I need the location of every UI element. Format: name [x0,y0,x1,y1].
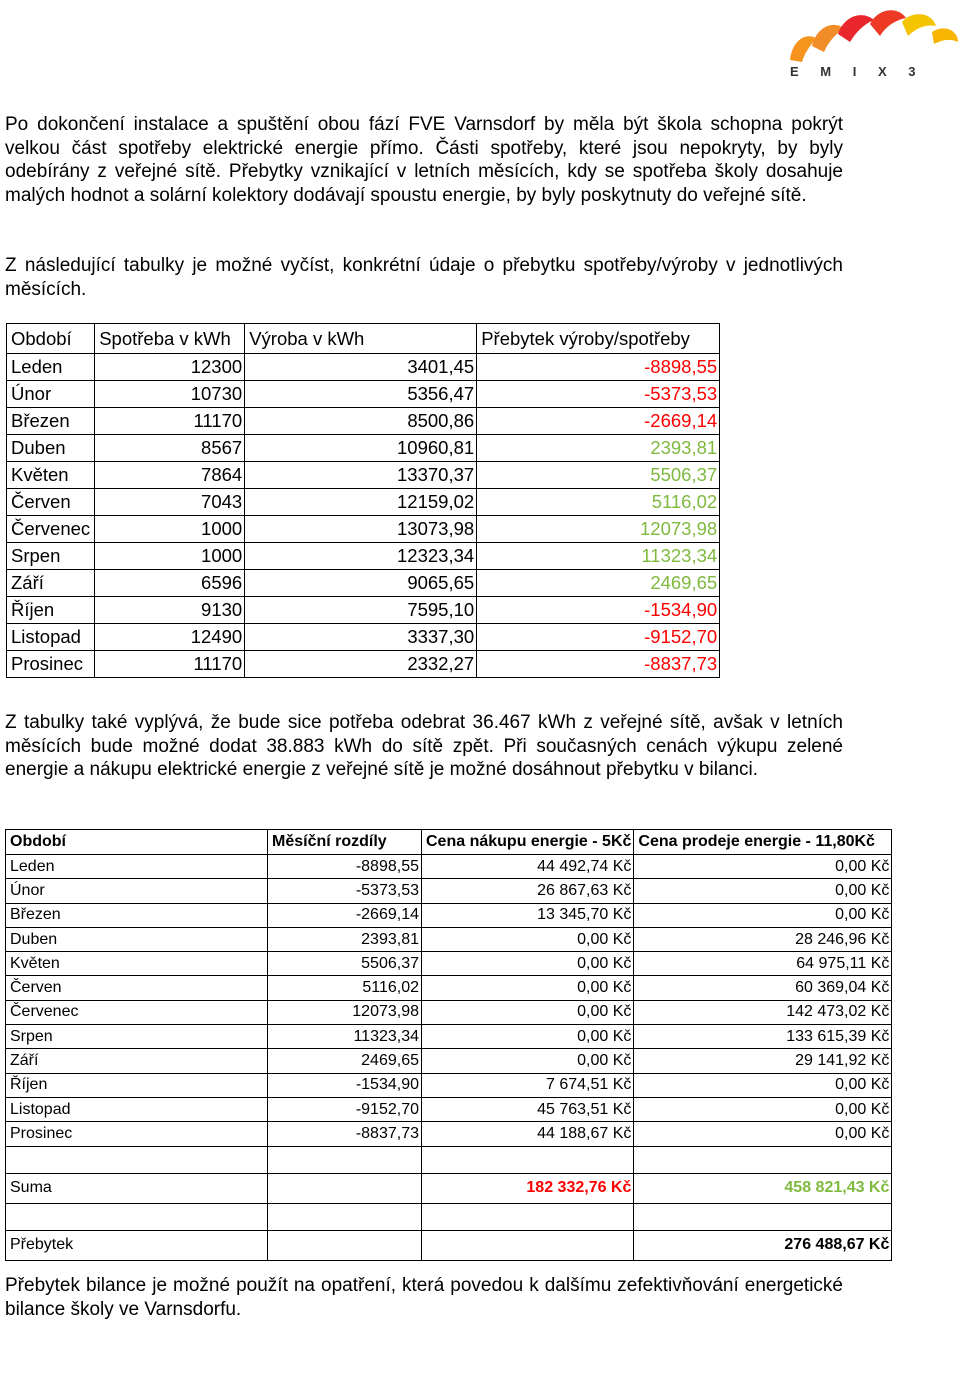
table-row [6,1049,892,1073]
month-cell: Leden [7,354,95,381]
monthly-diff-cell: 2469,65 [268,1049,422,1073]
col-header-production: Výroba v kWh [245,324,477,354]
table-row [6,1000,892,1024]
buy-cost-cell: 0,00 Kč [422,927,634,951]
table-row [6,1122,892,1146]
month-cell: Září [7,570,95,597]
month-cell: Prosinec [6,1122,268,1146]
production-cell: 13073,98 [245,516,477,543]
table-row [7,354,720,381]
consumption-cell: 7864 [95,462,245,489]
monthly-diff-cell: 5506,37 [268,952,422,976]
production-cell: 3401,45 [245,354,477,381]
month-cell: Leden [6,855,268,879]
production-cell: 2332,27 [245,651,477,678]
consumption-cell: 7043 [95,489,245,516]
production-cell: 8500,86 [245,408,477,435]
table-row [6,952,892,976]
sell-revenue-cell: 0,00 Kč [634,855,892,879]
consumption-cell: 1000 [95,543,245,570]
monthly-diff-cell: 11323,34 [268,1025,422,1049]
month-cell: Červenec [7,516,95,543]
table-row [6,855,892,879]
monthly-diff-cell: 12073,98 [268,1000,422,1024]
monthly-diff-cell: -9152,70 [268,1097,422,1121]
month-cell: Listopad [7,624,95,651]
buy-cost-cell: 0,00 Kč [422,952,634,976]
col-header-consumption: Spotřeba v kWh [95,324,245,354]
spacer-row [6,1203,892,1230]
consumption-cell: 10730 [95,381,245,408]
table-row [6,1097,892,1121]
table-row [6,976,892,1000]
month-cell: Květen [7,462,95,489]
logo-sun-petals [790,10,958,62]
surplus-cell: 5116,02 [477,489,720,516]
consumption-cell: 11170 [95,651,245,678]
buy-cost-cell: 13 345,70 Kč [422,903,634,927]
surplus-cell: -1534,90 [477,597,720,624]
buy-cost-cell: 0,00 Kč [422,1025,634,1049]
surplus-cell: 11323,34 [477,543,720,570]
logo-text: E M I X 3 [790,64,925,79]
closing-paragraph: Přebytek bilance je možné použít na opatření, která povedou k dalšímu zefektivňování energetické bilance školy ve Varnsdorfu. [5,1275,843,1320]
month-cell: Březen [7,408,95,435]
month-cell: Únor [7,381,95,408]
month-cell: Říjen [6,1073,268,1097]
buy-cost-cell: 7 674,51 Kč [422,1073,634,1097]
table-row [7,516,720,543]
monthly-diff-cell: 5116,02 [268,976,422,1000]
summary-paragraph: Z tabulky také vyplývá, že bude sice potřeba odebrat 36.467 kWh z veřejné sítě, avšak v letních měsících bude možné dodat 38.883 kWh do sítě zpět. Při současných cenách výkupu zelené energie a nákupu elektrické energie z veřejné sítě je možné dosáhnout přebytku v bilanci. [5,712,843,780]
month-cell: Duben [6,927,268,951]
production-cell: 7595,10 [245,597,477,624]
table-row [6,1025,892,1049]
col-header-sell-price: Cena prodeje energie - 11,80Kč [634,830,892,855]
table-row [6,927,892,951]
surplus-cell: -8898,55 [477,354,720,381]
table-row [6,903,892,927]
sum-label: Suma [6,1173,268,1203]
monthly-diff-cell: -8898,55 [268,855,422,879]
sell-revenue-cell: 60 369,04 Kč [634,976,892,1000]
sell-revenue-cell: 133 615,39 Kč [634,1025,892,1049]
month-cell: Prosinec [7,651,95,678]
month-cell: Listopad [6,1097,268,1121]
table-row [6,1073,892,1097]
table-intro-paragraph: Z následující tabulky je možné vyčíst, konkrétní údaje o přebytku spotřeby/výroby v jednotlivých měsících. [5,255,843,300]
intro-paragraph: Po dokončení instalace a spuštění obou fází FVE Varnsdorf by měla být škola schopna pokrýt velkou část spotřeby elektrické energie přímo. Části spotřeby, které jsou nepokryty, by byly odebírány z veřejné sítě. Přebytky vznikající v letních měsících, kdy se spotřeba školy dosahuje malých hodnot a solární kolektory dodávají spoustu energie, by byly poskytnuty do veřejné sítě. [5,114,843,206]
sell-revenue-cell: 0,00 Kč [634,903,892,927]
sell-revenue-cell: 142 473,02 Kč [634,1000,892,1024]
consumption-cell: 12300 [95,354,245,381]
production-cell: 12159,02 [245,489,477,516]
surplus-cell: -5373,53 [477,381,720,408]
buy-cost-cell: 44 188,67 Kč [422,1122,634,1146]
month-cell: Září [6,1049,268,1073]
monthly-diff-cell: -2669,14 [268,903,422,927]
surplus-label: Přebytek [6,1230,268,1260]
emix3-logo [782,2,960,82]
sum-sell-value: 458 821,43 Kč [634,1173,892,1203]
buy-cost-cell: 0,00 Kč [422,976,634,1000]
sell-revenue-cell: 0,00 Kč [634,1097,892,1121]
table-row [7,381,720,408]
surplus-cell: -2669,14 [477,408,720,435]
month-cell: Srpen [7,543,95,570]
production-cell: 10960,81 [245,435,477,462]
month-cell: Květen [6,952,268,976]
consumption-cell: 1000 [95,516,245,543]
surplus-cell: -8837,73 [477,651,720,678]
table-row [7,597,720,624]
col-header-period: Období [6,830,268,855]
buy-cost-cell: 0,00 Kč [422,1049,634,1073]
surplus-row [6,1230,892,1260]
table-row [7,570,720,597]
monthly-diff-cell: -1534,90 [268,1073,422,1097]
production-cell: 13370,37 [245,462,477,489]
sell-revenue-cell: 0,00 Kč [634,1073,892,1097]
table-row [7,651,720,678]
sell-revenue-cell: 64 975,11 Kč [634,952,892,976]
monthly-diff-cell: -8837,73 [268,1122,422,1146]
spacer-row [6,1146,892,1173]
sell-revenue-cell: 0,00 Kč [634,879,892,903]
buy-cost-cell: 44 492,74 Kč [422,855,634,879]
price-balance-table [5,829,892,1261]
col-header-buy-price: Cena nákupu energie - 5Kč [422,830,634,855]
surplus-value: 276 488,67 Kč [634,1230,892,1260]
month-cell: Srpen [6,1025,268,1049]
buy-cost-cell: 45 763,51 Kč [422,1097,634,1121]
col-header-surplus: Přebytek výroby/spotřeby [477,324,720,354]
sell-revenue-cell: 28 246,96 Kč [634,927,892,951]
sell-revenue-cell: 0,00 Kč [634,1122,892,1146]
consumption-cell: 8567 [95,435,245,462]
month-cell: Březen [6,903,268,927]
surplus-cell: 2469,65 [477,570,720,597]
production-cell: 3337,30 [245,624,477,651]
buy-cost-cell: 0,00 Kč [422,1000,634,1024]
surplus-cell: 5506,37 [477,462,720,489]
surplus-cell: 12073,98 [477,516,720,543]
table-row [7,624,720,651]
surplus-cell: 2393,81 [477,435,720,462]
table-row [6,879,892,903]
production-cell: 9065,65 [245,570,477,597]
consumption-cell: 11170 [95,408,245,435]
table-row [7,462,720,489]
month-cell: Únor [6,879,268,903]
col-header-period: Období [7,324,95,354]
surplus-cell: -9152,70 [477,624,720,651]
month-cell: Duben [7,435,95,462]
month-cell: Červen [6,976,268,1000]
col-header-monthly-diff: Měsíční rozdíly [268,830,422,855]
table-row [7,408,720,435]
consumption-cell: 12490 [95,624,245,651]
table-row [7,489,720,516]
month-cell: Červenec [6,1000,268,1024]
table-header-row [6,830,892,855]
monthly-diff-cell: 2393,81 [268,927,422,951]
consumption-cell: 9130 [95,597,245,624]
month-cell: Říjen [7,597,95,624]
table-header-row [7,324,720,354]
production-cell: 5356,47 [245,381,477,408]
table-row [7,435,720,462]
buy-cost-cell: 26 867,63 Kč [422,879,634,903]
consumption-cell: 6596 [95,570,245,597]
monthly-energy-table [6,323,720,678]
sell-revenue-cell: 29 141,92 Kč [634,1049,892,1073]
table-row [7,543,720,570]
month-cell: Červen [7,489,95,516]
sum-row [6,1173,892,1203]
sum-buy-value: 182 332,76 Kč [422,1173,634,1203]
production-cell: 12323,34 [245,543,477,570]
monthly-diff-cell: -5373,53 [268,879,422,903]
